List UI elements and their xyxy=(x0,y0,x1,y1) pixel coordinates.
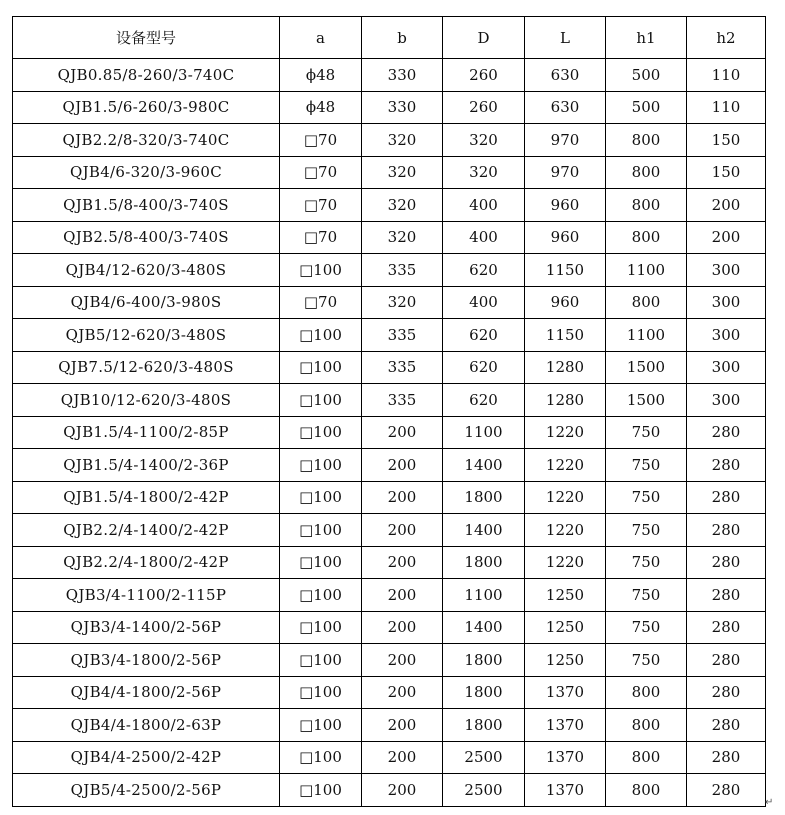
cell-l: 960 xyxy=(525,286,606,319)
cell-d: 400 xyxy=(443,189,525,222)
cell-b: 200 xyxy=(362,449,443,482)
cell-model: QJB4/4-1800/2-63P xyxy=(13,709,280,742)
cell-a: □100 xyxy=(280,514,362,547)
cell-b: 320 xyxy=(362,189,443,222)
cell-h2: 300 xyxy=(687,319,766,352)
cell-h1: 800 xyxy=(606,676,687,709)
cell-l: 630 xyxy=(525,91,606,124)
cell-a: □70 xyxy=(280,221,362,254)
cell-a: □100 xyxy=(280,676,362,709)
cell-d: 1100 xyxy=(443,416,525,449)
cell-b: 320 xyxy=(362,286,443,319)
cell-l: 970 xyxy=(525,124,606,157)
cell-h1: 800 xyxy=(606,741,687,774)
cell-a: □100 xyxy=(280,774,362,807)
cell-d: 320 xyxy=(443,156,525,189)
cell-model: QJB1.5/8-400/3-740S xyxy=(13,189,280,222)
cell-model: QJB2.2/8-320/3-740C xyxy=(13,124,280,157)
table-row xyxy=(13,384,766,417)
cell-h1: 750 xyxy=(606,579,687,612)
cell-d: 2500 xyxy=(443,741,525,774)
cell-model: QJB3/4-1100/2-115P xyxy=(13,579,280,612)
cell-model: QJB7.5/12-620/3-480S xyxy=(13,351,280,384)
cell-d: 1800 xyxy=(443,481,525,514)
table-body xyxy=(13,59,766,807)
cell-h2: 280 xyxy=(687,449,766,482)
table-row xyxy=(13,351,766,384)
table-row xyxy=(13,91,766,124)
table-header-row xyxy=(13,17,766,59)
cell-b: 320 xyxy=(362,221,443,254)
cell-l: 1220 xyxy=(525,546,606,579)
paragraph-mark: ↵ xyxy=(765,797,774,808)
cell-h2: 280 xyxy=(687,676,766,709)
table-row xyxy=(13,59,766,92)
cell-d: 1100 xyxy=(443,579,525,612)
cell-d: 620 xyxy=(443,319,525,352)
cell-a: □100 xyxy=(280,546,362,579)
cell-model: QJB1.5/4-1400/2-36P xyxy=(13,449,280,482)
cell-b: 200 xyxy=(362,416,443,449)
cell-a: □100 xyxy=(280,741,362,774)
cell-b: 200 xyxy=(362,741,443,774)
cell-d: 620 xyxy=(443,351,525,384)
cell-b: 200 xyxy=(362,611,443,644)
header-l: L xyxy=(525,17,606,59)
table-row xyxy=(13,644,766,677)
cell-b: 200 xyxy=(362,774,443,807)
cell-l: 1370 xyxy=(525,709,606,742)
table-row xyxy=(13,124,766,157)
cell-a: □70 xyxy=(280,189,362,222)
cell-h1: 800 xyxy=(606,286,687,319)
cell-h2: 280 xyxy=(687,741,766,774)
cell-b: 200 xyxy=(362,644,443,677)
table-row xyxy=(13,286,766,319)
cell-d: 1400 xyxy=(443,449,525,482)
cell-d: 2500 xyxy=(443,774,525,807)
table-row xyxy=(13,449,766,482)
cell-b: 330 xyxy=(362,59,443,92)
cell-h2: 300 xyxy=(687,286,766,319)
cell-l: 1250 xyxy=(525,611,606,644)
table-row xyxy=(13,514,766,547)
cell-h2: 110 xyxy=(687,59,766,92)
cell-b: 335 xyxy=(362,319,443,352)
cell-h1: 1500 xyxy=(606,384,687,417)
cell-l: 1220 xyxy=(525,514,606,547)
cell-h2: 280 xyxy=(687,481,766,514)
cell-h2: 200 xyxy=(687,189,766,222)
cell-model: QJB1.5/4-1800/2-42P xyxy=(13,481,280,514)
cell-model: QJB2.2/4-1400/2-42P xyxy=(13,514,280,547)
cell-l: 1150 xyxy=(525,254,606,287)
cell-h1: 800 xyxy=(606,156,687,189)
cell-b: 200 xyxy=(362,546,443,579)
cell-h2: 200 xyxy=(687,221,766,254)
cell-h1: 500 xyxy=(606,59,687,92)
cell-d: 400 xyxy=(443,286,525,319)
cell-d: 1800 xyxy=(443,644,525,677)
cell-h1: 750 xyxy=(606,514,687,547)
cell-b: 335 xyxy=(362,254,443,287)
cell-a: □100 xyxy=(280,644,362,677)
cell-l: 1150 xyxy=(525,319,606,352)
table-row xyxy=(13,319,766,352)
cell-model: QJB4/4-1800/2-56P xyxy=(13,676,280,709)
cell-model: QJB0.85/8-260/3-740C xyxy=(13,59,280,92)
cell-b: 200 xyxy=(362,579,443,612)
cell-b: 320 xyxy=(362,124,443,157)
cell-a: □100 xyxy=(280,351,362,384)
cell-d: 260 xyxy=(443,91,525,124)
header-model: 设备型号 xyxy=(13,17,280,59)
cell-h2: 150 xyxy=(687,156,766,189)
cell-a: □100 xyxy=(280,481,362,514)
cell-model: QJB4/6-320/3-960C xyxy=(13,156,280,189)
cell-a: □100 xyxy=(280,319,362,352)
cell-a: □100 xyxy=(280,416,362,449)
cell-b: 320 xyxy=(362,156,443,189)
cell-h2: 280 xyxy=(687,709,766,742)
cell-a: □100 xyxy=(280,709,362,742)
cell-l: 630 xyxy=(525,59,606,92)
cell-h1: 1100 xyxy=(606,254,687,287)
header-b: b xyxy=(362,17,443,59)
header-d: D xyxy=(443,17,525,59)
cell-l: 1370 xyxy=(525,774,606,807)
table-row xyxy=(13,156,766,189)
cell-h1: 750 xyxy=(606,644,687,677)
cell-model: QJB4/4-2500/2-42P xyxy=(13,741,280,774)
table-row xyxy=(13,676,766,709)
cell-l: 960 xyxy=(525,221,606,254)
cell-d: 260 xyxy=(443,59,525,92)
cell-l: 1220 xyxy=(525,481,606,514)
cell-l: 1370 xyxy=(525,676,606,709)
header-h2: h2 xyxy=(687,17,766,59)
cell-h1: 800 xyxy=(606,221,687,254)
cell-h1: 750 xyxy=(606,611,687,644)
cell-h2: 280 xyxy=(687,774,766,807)
cell-model: QJB4/6-400/3-980S xyxy=(13,286,280,319)
cell-a: □70 xyxy=(280,286,362,319)
cell-a: ϕ48 xyxy=(280,59,362,92)
table-row xyxy=(13,774,766,807)
cell-b: 335 xyxy=(362,384,443,417)
cell-h2: 280 xyxy=(687,579,766,612)
cell-d: 620 xyxy=(443,384,525,417)
cell-model: QJB5/4-2500/2-56P xyxy=(13,774,280,807)
cell-h1: 800 xyxy=(606,189,687,222)
cell-b: 200 xyxy=(362,514,443,547)
cell-model: QJB1.5/6-260/3-980C xyxy=(13,91,280,124)
table-row xyxy=(13,741,766,774)
cell-model: QJB10/12-620/3-480S xyxy=(13,384,280,417)
cell-h1: 750 xyxy=(606,546,687,579)
cell-h2: 280 xyxy=(687,546,766,579)
cell-h2: 300 xyxy=(687,351,766,384)
cell-a: □100 xyxy=(280,449,362,482)
table-row xyxy=(13,579,766,612)
table-row xyxy=(13,189,766,222)
equipment-spec-table xyxy=(12,16,766,807)
cell-h2: 280 xyxy=(687,611,766,644)
header-h1: h1 xyxy=(606,17,687,59)
cell-model: QJB1.5/4-1100/2-85P xyxy=(13,416,280,449)
cell-b: 330 xyxy=(362,91,443,124)
cell-l: 1220 xyxy=(525,449,606,482)
table-row xyxy=(13,481,766,514)
cell-h1: 750 xyxy=(606,481,687,514)
cell-d: 400 xyxy=(443,221,525,254)
cell-h2: 280 xyxy=(687,514,766,547)
cell-d: 1800 xyxy=(443,709,525,742)
cell-b: 335 xyxy=(362,351,443,384)
cell-b: 200 xyxy=(362,709,443,742)
cell-h2: 280 xyxy=(687,416,766,449)
cell-b: 200 xyxy=(362,676,443,709)
cell-h1: 800 xyxy=(606,709,687,742)
cell-a: □100 xyxy=(280,254,362,287)
cell-model: QJB2.5/8-400/3-740S xyxy=(13,221,280,254)
cell-d: 1400 xyxy=(443,611,525,644)
cell-l: 1250 xyxy=(525,579,606,612)
table-row xyxy=(13,221,766,254)
cell-h1: 1100 xyxy=(606,319,687,352)
cell-d: 1800 xyxy=(443,546,525,579)
table-row xyxy=(13,546,766,579)
cell-l: 1220 xyxy=(525,416,606,449)
table-row xyxy=(13,416,766,449)
cell-a: □70 xyxy=(280,156,362,189)
cell-l: 1370 xyxy=(525,741,606,774)
table-row xyxy=(13,254,766,287)
cell-model: QJB5/12-620/3-480S xyxy=(13,319,280,352)
cell-model: QJB2.2/4-1800/2-42P xyxy=(13,546,280,579)
cell-l: 970 xyxy=(525,156,606,189)
cell-a: ϕ48 xyxy=(280,91,362,124)
table-row xyxy=(13,709,766,742)
cell-h2: 110 xyxy=(687,91,766,124)
cell-h2: 300 xyxy=(687,384,766,417)
cell-d: 320 xyxy=(443,124,525,157)
cell-h1: 500 xyxy=(606,91,687,124)
cell-d: 1400 xyxy=(443,514,525,547)
cell-h1: 1500 xyxy=(606,351,687,384)
cell-l: 1280 xyxy=(525,351,606,384)
cell-a: □100 xyxy=(280,611,362,644)
cell-d: 1800 xyxy=(443,676,525,709)
cell-h1: 750 xyxy=(606,449,687,482)
table-row xyxy=(13,611,766,644)
cell-a: □100 xyxy=(280,579,362,612)
cell-l: 1280 xyxy=(525,384,606,417)
cell-model: QJB3/4-1800/2-56P xyxy=(13,644,280,677)
cell-h1: 800 xyxy=(606,124,687,157)
spec-table-container xyxy=(12,16,766,807)
cell-b: 200 xyxy=(362,481,443,514)
header-a: a xyxy=(280,17,362,59)
cell-h2: 300 xyxy=(687,254,766,287)
cell-d: 620 xyxy=(443,254,525,287)
cell-h2: 280 xyxy=(687,644,766,677)
cell-model: QJB3/4-1400/2-56P xyxy=(13,611,280,644)
cell-h1: 750 xyxy=(606,416,687,449)
cell-l: 960 xyxy=(525,189,606,222)
cell-a: □70 xyxy=(280,124,362,157)
cell-l: 1250 xyxy=(525,644,606,677)
cell-h2: 150 xyxy=(687,124,766,157)
cell-a: □100 xyxy=(280,384,362,417)
cell-h1: 800 xyxy=(606,774,687,807)
cell-model: QJB4/12-620/3-480S xyxy=(13,254,280,287)
